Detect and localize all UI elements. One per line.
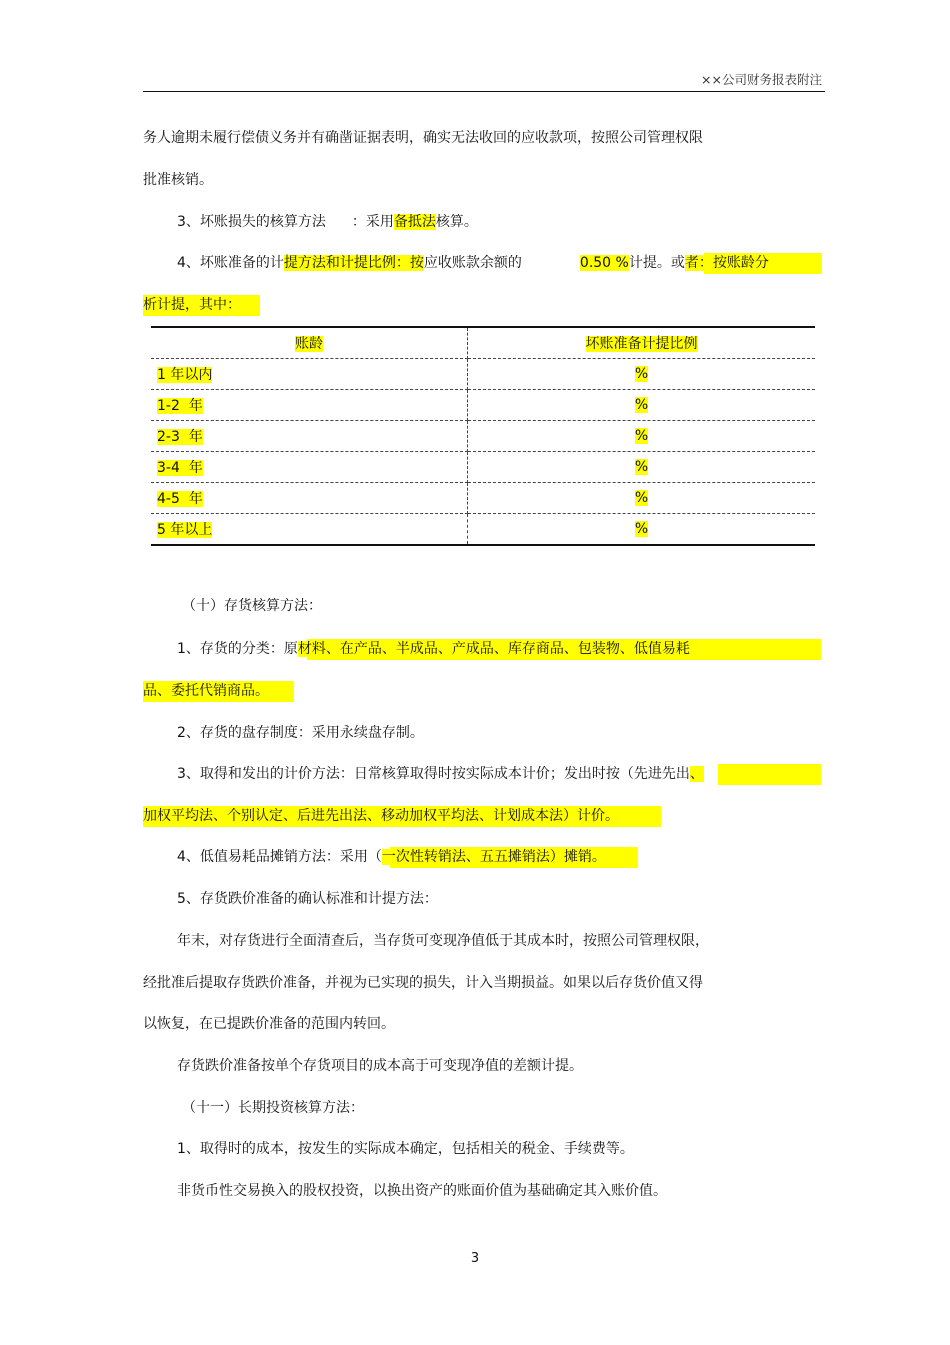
bad-debt-method-line: [177, 212, 478, 232]
section-heading: （十一）长期投资核算方法：: [182, 1100, 364, 1116]
age-cell: 5 年以上: [151, 514, 468, 546]
age-cell: 3-4 年: [151, 452, 468, 483]
text-run: ：采用: [351, 214, 394, 230]
table-row: [151, 421, 815, 452]
paragraph-text: 加权平均法、个别认定、后进先出法、移动加权平均法、计划成本法）计价。: [143, 808, 619, 824]
table-row: [151, 390, 815, 421]
paragraph-text: 品、委托代销商品。: [143, 683, 269, 699]
table-header-row: [151, 327, 815, 359]
highlighted-text: 、: [689, 766, 704, 782]
age-cell: 2-3 年: [151, 421, 468, 452]
table-row: [151, 452, 815, 483]
paragraph-text: 5、存货跌价准备的确认标准和计提方法：: [177, 891, 438, 907]
paragraph-text: 1、取得时的成本，按发生的实际成本确定，包括相关的税金、手续费等。: [177, 1141, 634, 1157]
paragraph-text: 经批准后提取存货跌价准备，并视为已实现的损失，计入当期损益。如果以后存货价值又得: [143, 975, 703, 991]
amortization-method-line: [177, 847, 606, 867]
text-run: 3、取得和发出的计价方法：日常核算取得时按实际成本计价；发出时按（先进先出: [177, 766, 690, 782]
paragraph-text: 析计提，其中：: [143, 297, 241, 313]
paragraph-text: 批准核销。: [143, 172, 213, 188]
table-row: [151, 514, 815, 546]
table-header-ratio: 坏账准备计提比例: [468, 327, 816, 359]
page-number: 3: [470, 1251, 480, 1266]
paragraph-text: 2、存货的盘存制度：采用永续盘存制。: [177, 725, 424, 741]
text-run: 3、坏账损失的核算方法: [177, 214, 326, 230]
valuation-method-line: [177, 764, 704, 784]
aging-provision-table: [151, 326, 815, 546]
header-title: ××公司财务报表附注: [701, 72, 822, 87]
ratio-cell: %: [468, 514, 816, 546]
text-run: 4、低值易耗品摊销方法：采用（: [177, 849, 382, 865]
age-cell: 1 年以内: [151, 359, 468, 390]
highlighted-text: 备抵法: [393, 214, 436, 230]
paragraph-text: 以恢复，在已提跌价准备的范围内转回。: [143, 1016, 395, 1032]
section-heading: （十）存货核算方法：: [182, 598, 322, 614]
text-run: 计提。或: [628, 255, 685, 271]
highlighted-rate: 0.50 %: [579, 255, 629, 271]
paragraph-text: 非货币性交易换入的股权投资，以换出资产的账面价值为基础确定其入账价值。: [177, 1183, 667, 1199]
highlight-fill: [718, 764, 821, 785]
ratio-cell: %: [468, 483, 816, 514]
ratio-cell: %: [468, 359, 816, 390]
ratio-cell: %: [468, 421, 816, 452]
paragraph-text: 年末，对存货进行全面清查后，当存货可变现净值低于其成本时，按照公司管理权限，: [177, 933, 709, 949]
age-cell: 1-2 年: [151, 390, 468, 421]
table-header-age: 账龄: [151, 327, 468, 359]
text-run: 应收账款余额的: [423, 255, 522, 271]
paragraph-text: 务人逾期未履行偿债义务并有确凿证据表明，确实无法收回的应收款项，按照公司管理权限: [143, 130, 703, 146]
age-cell: 4-5 年: [151, 483, 468, 514]
text-run: 1、存货的分类：原: [177, 641, 298, 657]
paragraph-text: 存货跌价准备按单个存货项目的成本高于可变现净值的差额计提。: [177, 1058, 583, 1074]
text-run: 核算。: [435, 214, 478, 230]
ratio-cell: %: [468, 390, 816, 421]
ratio-cell: %: [468, 452, 816, 483]
highlighted-text: 材料、在产品、半成品、产成品、库存商品、包装物、低值易耗: [297, 641, 690, 657]
text-run: 4、坏账准备的计: [177, 255, 284, 271]
table-row: [151, 359, 815, 390]
highlighted-text: 一次性转销法、五五摊销法）摊销。: [381, 849, 606, 865]
inventory-category-line: [177, 639, 690, 659]
table-row: [151, 483, 815, 514]
highlighted-text: 者：按账龄分: [684, 255, 769, 271]
provision-ratio-line: [177, 253, 769, 273]
highlighted-text: 提方法和计提比例：按: [283, 255, 424, 271]
header-rule: [143, 91, 825, 92]
